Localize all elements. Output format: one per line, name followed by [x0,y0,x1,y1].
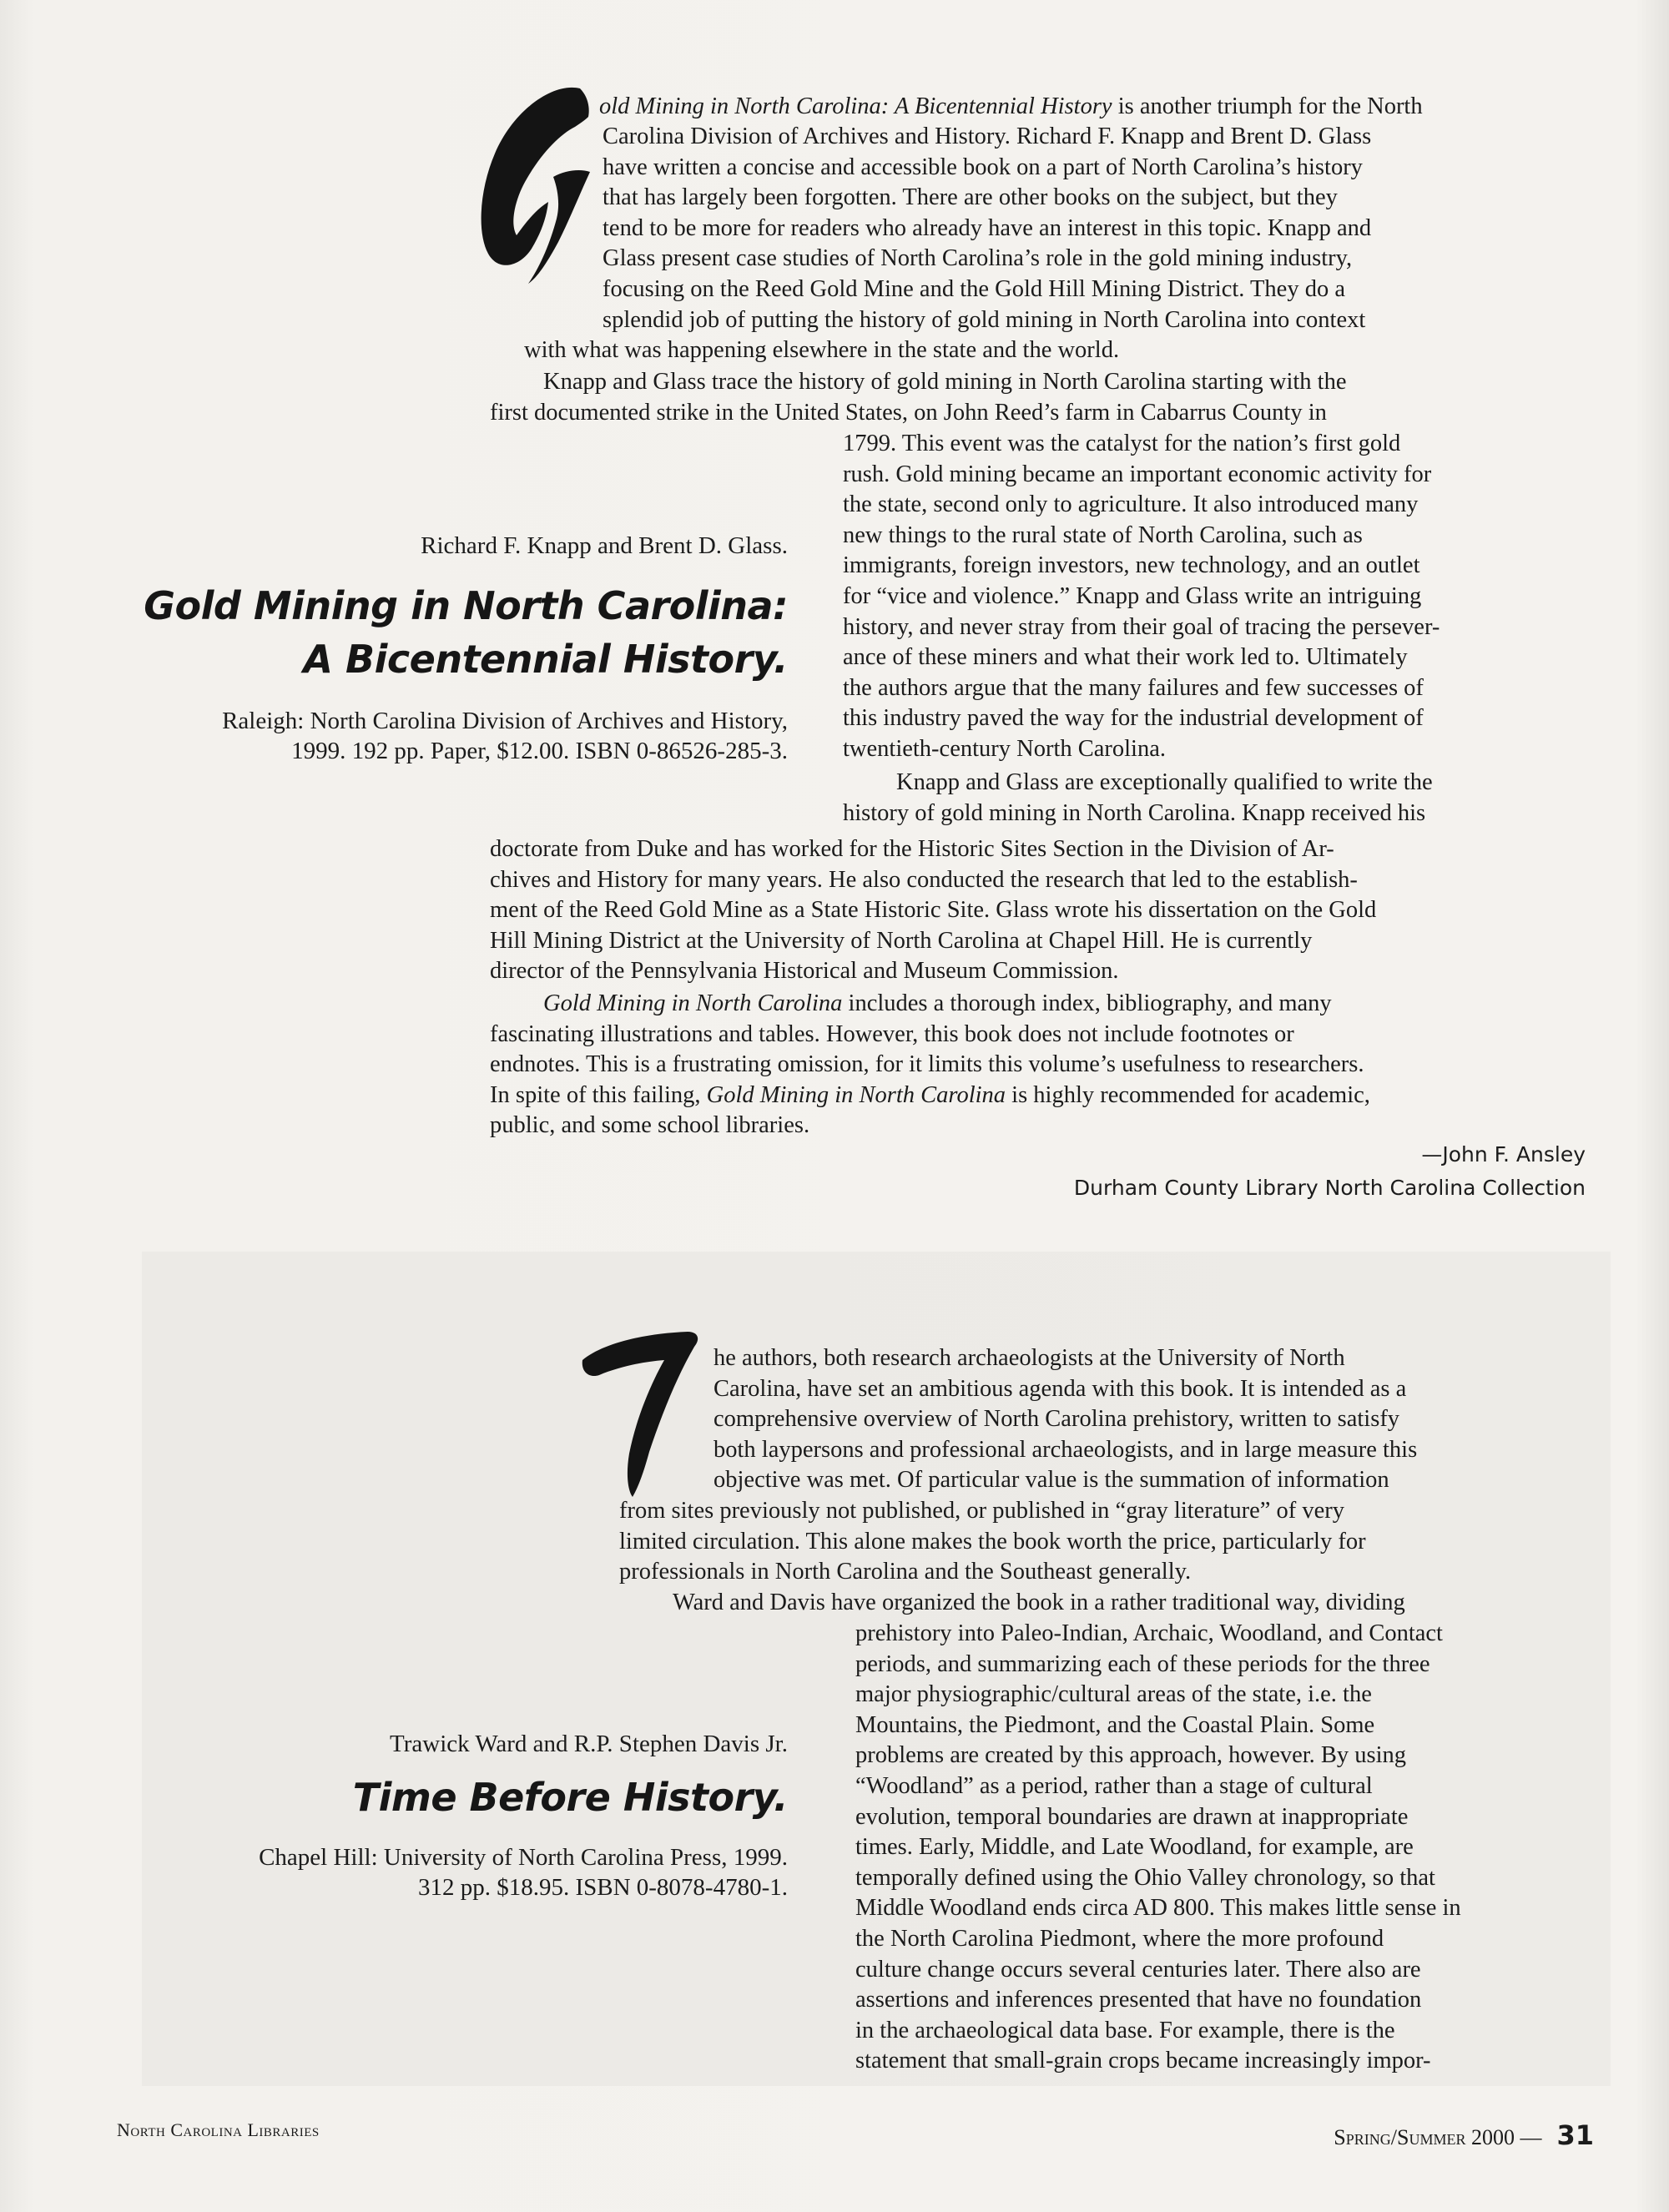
text-line: Mountains, the Piedmont, and the Coastal Plain. Some [855,1711,1375,1738]
text-line: focusing on the Reed Gold Mine and the Gold Hill Mining District. They do a [603,275,1345,302]
review2-book-info [37,1729,788,1902]
text-line: director of the Pennsylvania Historical and Museum Commission. [490,958,1119,985]
text-line: tend to be more for readers who already have an interest in this topic. Knapp and [603,214,1372,241]
text-line: he authors, both research archaeologists at the University of North [713,1345,1345,1371]
book-title-mention: Gold Mining in North Carolina [543,990,843,1016]
text-line: ance of these miners and what their work led to. Ultimately [843,644,1408,671]
text-line: Knapp and Glass are exceptionally qualified to write the [896,769,1433,795]
review2-para1-tail [619,1496,1405,1618]
review1-para1: old Mining in North Carolina: A Bicentennial History is another triumph for the North [599,93,1423,119]
dropcap-t [577,1327,703,1502]
review1-authors: Richard F. Knapp and Brent D. Glass. [421,532,788,559]
review2-authors: Trawick Ward and R.P. Stephen Davis Jr. [390,1731,788,1757]
text-line: Knapp and Glass trace the history of gold mining in North Carolina starting with the [543,369,1347,395]
text-line: for “vice and violence.” Knapp and Glass write an intriguing [843,582,1422,609]
text-line: the authors argue that the many failures and few successes of [843,674,1424,701]
review2-pub-line2: 312 pp. $18.95. ISBN 0-8078-4780-1. [417,1874,788,1901]
footer-journal-name: North Carolina Libraries [117,2119,320,2140]
text-line: Gold Mining in North Carolina includes a thorough index, bibliography, and many [543,990,1332,1016]
text-line: both laypersons and professional archaeologists, and in large measure this [713,1436,1418,1463]
text-line: objective was met. Of particular value is the summation of information [713,1467,1389,1494]
text-line: rush. Gold mining became an important economic activity for [843,461,1432,487]
text-line: history, and never stray from their goal of tracing the persever- [843,613,1440,640]
text-line: assertions and inferences presented that have no foundation [855,1987,1422,2013]
book-title-mention: Gold Mining in North Carolina [706,1081,1006,1108]
text-line: Hill Mining District at the University of North Carolina at Chapel Hill. He is currently [490,927,1313,954]
text-line: from sites previously not published, or published in “gray literature” of very [619,1498,1345,1524]
review1-para3 [490,834,1376,987]
text-line: Carolina, have set an ambitious agenda with this book. It is intended as a [713,1375,1407,1402]
text-line: major physiographic/cultural areas of the state, i.e. the [855,1681,1372,1708]
review1-para1-tail [524,335,1119,366]
text-line: have written a concise and accessible book on a part of North Carolina’s history [603,154,1363,180]
text-line: statement that small-grain crops became increasingly impor- [855,2048,1431,2074]
review1-title-line1: Gold Mining in North Carolina: [144,583,788,628]
review1-para2 [490,367,1347,428]
review2-para1-head [713,1343,1417,1496]
text-line: twentieth-century North Carolina. [843,735,1167,762]
text-line: the state, second only to agriculture. It also introduced many [843,491,1419,518]
text-line: Glass present case studies of North Carolina’s role in the gold mining industry, [603,245,1353,272]
text-line: history of gold mining in North Carolina. Knapp received his [843,799,1426,826]
text-line: problems are created by this approach, however. By using [855,1742,1407,1769]
review1-para1-body [603,122,1371,335]
footer-issue [1334,2119,1594,2151]
text-line: Middle Woodland ends circa AD 800. This makes little sense in [855,1895,1461,1922]
text-line: this industry paved the way for the industrial development of [843,705,1424,732]
text-line: comprehensive overview of North Carolina prehistory, written to satisfy [713,1406,1400,1433]
text-line: that has largely been forgotten. There are other books on the subject, but they [603,184,1338,211]
text-line: fascinating illustrations and tables. However, this book does not include footnotes or [490,1020,1294,1047]
text-line: in the archaeological data base. For example, there is the [855,2017,1395,2043]
review1-book-info [37,531,788,766]
review2-title: Time Before History. [352,1775,788,1820]
text-line: prehistory into Paleo-Indian, Archaic, Woodland, and Contact [855,1620,1443,1646]
page-number: 31 [1556,2119,1594,2151]
text-line: with what was happening elsewhere in the state and the world. [524,337,1120,363]
review1-para2-column [843,429,1440,765]
dropcap-g [455,77,597,285]
text-line: times. Early, Middle, and Late Woodland, for example, are [855,1834,1414,1861]
text-line: ment of the Reed Gold Mine as a State Historic Site. Glass wrote his dissertation on the Gold [490,897,1377,924]
text-line: first documented strike in the United States, on John Reed’s farm in Cabarrus County in [490,399,1327,426]
text-line: the North Carolina Piedmont, where the more profound [855,1925,1384,1952]
footer-issue-date: Spring/Summer 2000 — [1334,2125,1542,2149]
text-line: 1799. This event was the catalyst for the nation’s first gold [843,431,1401,456]
review1-title-line2: A Bicentennial History. [303,637,788,682]
text-line: limited circulation. This alone makes the book worth the price, particularly for [619,1528,1366,1554]
text-line: temporally defined using the Ohio Valley chronology, so that [855,1864,1435,1891]
text-line: periods, and summarizing each of these periods for the three [855,1650,1430,1677]
review1-para3-column [843,768,1433,829]
text-line: immigrants, foreign investors, new technology, and an outlet [843,552,1420,579]
text-line: evolution, temporal boundaries are drawn at inappropriate [855,1803,1409,1830]
text-line: Carolina Division of Archives and History. Richard F. Knapp and Brent D. Glass [603,123,1372,149]
review1-para1-line1: old Mining in North Carolina: A Bicentennial History [599,93,1112,119]
text-line: professionals in North Carolina and the Southeast generally. [619,1559,1192,1585]
text-line: Ward and Davis have organized the book in a rather traditional way, dividing [673,1589,1405,1615]
review1-signature [1074,1138,1586,1205]
text-line: chives and History for many years. He also conducted the research that led to the establish- [490,866,1358,893]
review1-para4 [490,989,1370,1141]
review2-para2-column [855,1619,1461,2077]
text-line: new things to the rural state of North Carolina, such as [843,522,1363,548]
review1-pub-line2: 1999. 192 pp. Paper, $12.00. ISBN 0-86526-285-3. [291,738,788,764]
text-line: endnotes. This is a frustrating omission, for it limits this volume’s usefulness to researchers. [490,1051,1364,1078]
text-line: culture change occurs several centuries later. There also are [855,1956,1421,1983]
text-line: “Woodland” as a period, rather than a stage of cultural [855,1772,1373,1799]
reviewer-name: —John F. Ansley [1421,1142,1586,1166]
text-line: public, and some school libraries. [490,1112,810,1139]
text-line: doctorate from Duke and has worked for the Historic Sites Section in the Division of Ar- [490,836,1334,862]
reviewer-affiliation: Durham County Library North Carolina Collection [1073,1176,1586,1200]
review2-pub-line1: Chapel Hill: University of North Carolina Press, 1999. [259,1844,788,1871]
text-line: splendid job of putting the history of gold mining in North Carolina into context [603,306,1366,333]
text-line: In spite of this failing, Gold Mining in North Carolina is highly recommended for academic, [490,1081,1370,1108]
review1-pub-line1: Raleigh: North Carolina Division of Archives and History, [222,708,788,734]
